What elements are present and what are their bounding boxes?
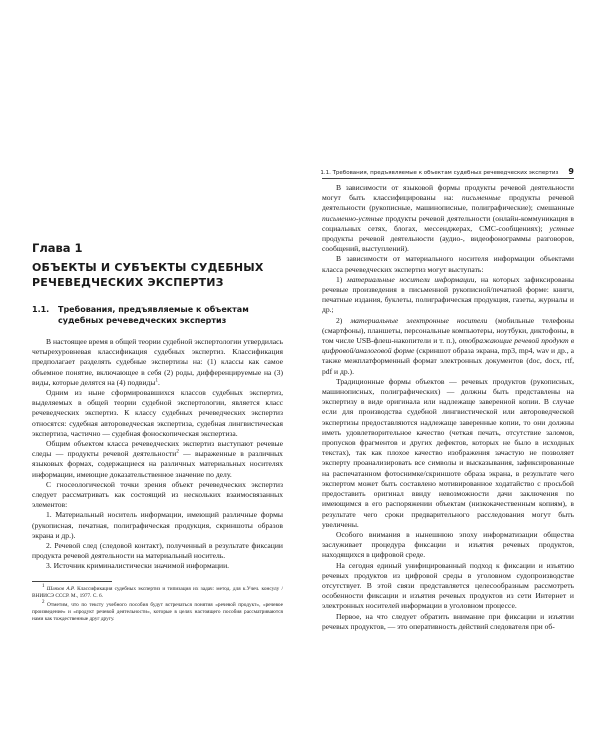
paragraph-text: продукты речевой деятельности (онлайн-коммуникация в социальных сетях, блогах, мессенджерах, СМС-сообщениях);: [322, 213, 574, 233]
list-item: [322, 275, 574, 316]
paragraph-text: продукты речевой деятельности (рукописные, машинописные, полиграфические); смешанные: [322, 193, 574, 213]
emphasis: отображающие речевой продукт в цифровой/аналоговой форме: [322, 336, 574, 356]
footnote-marker: 2: [42, 599, 45, 605]
footnote-1: [32, 583, 283, 600]
emphasis: материальные носители информации: [346, 274, 475, 284]
list-item: [322, 316, 574, 377]
section-title-text: Требования, предъявляемые к объектам судебных речеведческих экспертиз: [58, 305, 249, 325]
left-page-content: [32, 241, 283, 625]
left-body-text: [32, 337, 283, 572]
chapter-title: ОБЪЕКТЫ И СУБЪЕКТЫ СУДЕБНЫХ РЕЧЕВЕДЧЕСКИХ ЭКСПЕРТИЗ: [32, 261, 264, 289]
emphasis: письменные: [461, 193, 501, 203]
footnote-text: Отметим, что по тексту учебного пособия будут встречаться понятия «речевой продукт», «речевое произведение» и «продукт речевой деятельности», которые в целях настоящего пособия рассматриваются нами как тождественные друг другу.: [32, 601, 283, 622]
paragraph-text: — выраженные в различных языковых формах, содержащиеся на различных материальных носителях информации, имеющие доказательственное значение по делу.: [32, 449, 283, 479]
list-marker: 1): [336, 274, 347, 284]
paragraph: Одним из ныне сформировавшихся классов судебных экспертиз, выделяемых в общей теории судебной экспертологии, является класс речеведческих экспертиз. К классу судебных речеведческих экспертиз относятся: судебная автороведческая экспертиза, судебная лингвистическая экспертиза, частично — судебная фоноскопическая экспертиза.: [32, 388, 283, 438]
paragraph: Особого внимания в нынешнюю эпоху информатизации общества заслуживает процедура фиксации и изъятия речевых продуктов, находящихся в цифровой среде.: [322, 529, 574, 560]
footnote-2: [32, 599, 283, 623]
footnote-ref: 2: [176, 449, 179, 455]
running-header: [322, 166, 574, 179]
emphasis: устные: [549, 223, 574, 233]
footnote-divider: [32, 581, 112, 582]
footnote-text: Классификация судебных экспертиз и типизация их задач: метод. для к.Учеч. консулу / ВНИИСЭ СССР. М., 1977. С. 6.: [32, 585, 283, 599]
paragraph-text: (скриншот образа экрана, mp3, mp4, wav и др., а также межплатформенный формат электронных документов (doc, docx, rtf, pdf и др.).: [322, 346, 575, 376]
footnotes: [32, 583, 283, 623]
chapter-label: Глава 1: [32, 241, 83, 255]
list-item: 1. Материальный носитель информации, имеющий различные формы (рукописная, печатная, полиграфическая продукция, скриншоты образов экрана и др.).: [32, 510, 283, 540]
footnote-ref: 1: [155, 378, 158, 384]
list-item: 2. Речевой след (следовой контакт), полученный в результате фиксации продукта речевой деятельности на материальный носитель.: [32, 541, 283, 561]
section-title: [32, 304, 283, 326]
footnote-author: Шляхов А.Р.: [46, 585, 75, 592]
paragraph-text: , на которых зафиксированы речевые произведения в письменной рукописной/печатной форме: книги, печатные издания, буклеты, полиграфическая продукция, газеты, журналы и др.;: [322, 274, 574, 315]
emphasis: письменно-устные: [322, 213, 384, 223]
paragraph: [322, 183, 574, 254]
page-number: 9: [568, 167, 574, 176]
emphasis: материальные электронные носители: [350, 315, 488, 325]
paragraph: С гносеологической точки зрения объект речеведческих экспертиз следует рассматривать как состоящий из нескольких взаимосвязанных элементов:: [32, 479, 283, 510]
footnote-marker: 1: [42, 583, 45, 589]
paragraph-text: В зависимости от языковой формы продукты речевой деятельности могут быть классифицированы на:: [322, 183, 574, 203]
running-header-text: 1.1. Требования, предъявляемые к объектам судебных речеведческих экспертиз: [320, 170, 559, 176]
right-page: [300, 0, 600, 750]
list-marker: 2): [336, 315, 351, 325]
paragraph: Традиционные формы объектов — речевых продуктов (рукописных, машинописных, полиграфических) — должны быть представлены на экспертизу в виде оригинала или надлежаще заверенной копии. В случае если для производства судебной лингвистической или автороведческой экспертизы предоставляются надлежаще заверенные копии, то они должны иметь удовлетворительное качество (четкая печать, отсутствие заломов, пропусков фрагментов и других дефектов, которых не было в исходных текстах), так как плохое качество изображения зачастую не позволяет эксперту проанализировать все символы и высказывания, зафиксированные на распечатанном фотоснимке/скриншоте образа экрана, в результате чего экспертом может быть составлено мотивированное ходатайство с просьбой предоставить оригинал ввиду невозможности дачи заключения по имеющимся в его распоряжении объектам (низкокачественным копиям), в результате чего сроки предварительного расследования могут быть увеличены.: [322, 376, 574, 529]
section-number: 1.1.: [32, 305, 50, 314]
paragraph: [32, 337, 283, 388]
paragraph: На сегодня единый унифицированный подход к фиксации и изъятию речевых продуктов из цифровой среды в уголовном судопроизводстве отсутствует. В этой связи представляется целесообразным рассмотреть особенности фиксации и изъятия речевых продуктов из сети Интернет и электронных носителей информации в уголовном процессе.: [322, 560, 574, 611]
paragraph: Первое, на что следует обратить внимание при фиксации и изъятии речевых продуктов, — это оперативность действий следователя при об-: [322, 611, 574, 631]
paragraph-text: .: [158, 377, 160, 387]
right-body-text: [322, 183, 574, 632]
list-item: 3. Источник криминалистически значимой информации.: [46, 561, 230, 571]
paragraph-text: Общим объектом класса речеведческих экспертиз выступают речевые следы — продукты речевой деятельности: [32, 439, 283, 459]
paragraph-text: В настоящее время в общей теории судебной экспертологии утвердилась четырехуровневая классификация судебных экспертиз. Классификация предполагает разделять судебные экспертизы на: (1) классы как самое объемное понятие, включающее в себя (2) роды, дифференцируемые на (3) виды, которые делятся на (4) подвиды: [32, 337, 283, 387]
paragraph: В зависимости от материального носителя информации объектами класса речеведческих экспертиз могут выступать:: [322, 254, 574, 274]
paragraph-text: (мобильные телефоны (смартфоны), планшеты, персональные компьютеры, ноутбуки, диктофоны, в том числе USB-флеш-накопители и т. п.),: [322, 315, 574, 346]
paragraph-text: продукты речевой деятельности (аудио-, видеофонограммы разговоров, сообщений, выступлений).: [322, 234, 574, 254]
paragraph: [32, 439, 283, 480]
